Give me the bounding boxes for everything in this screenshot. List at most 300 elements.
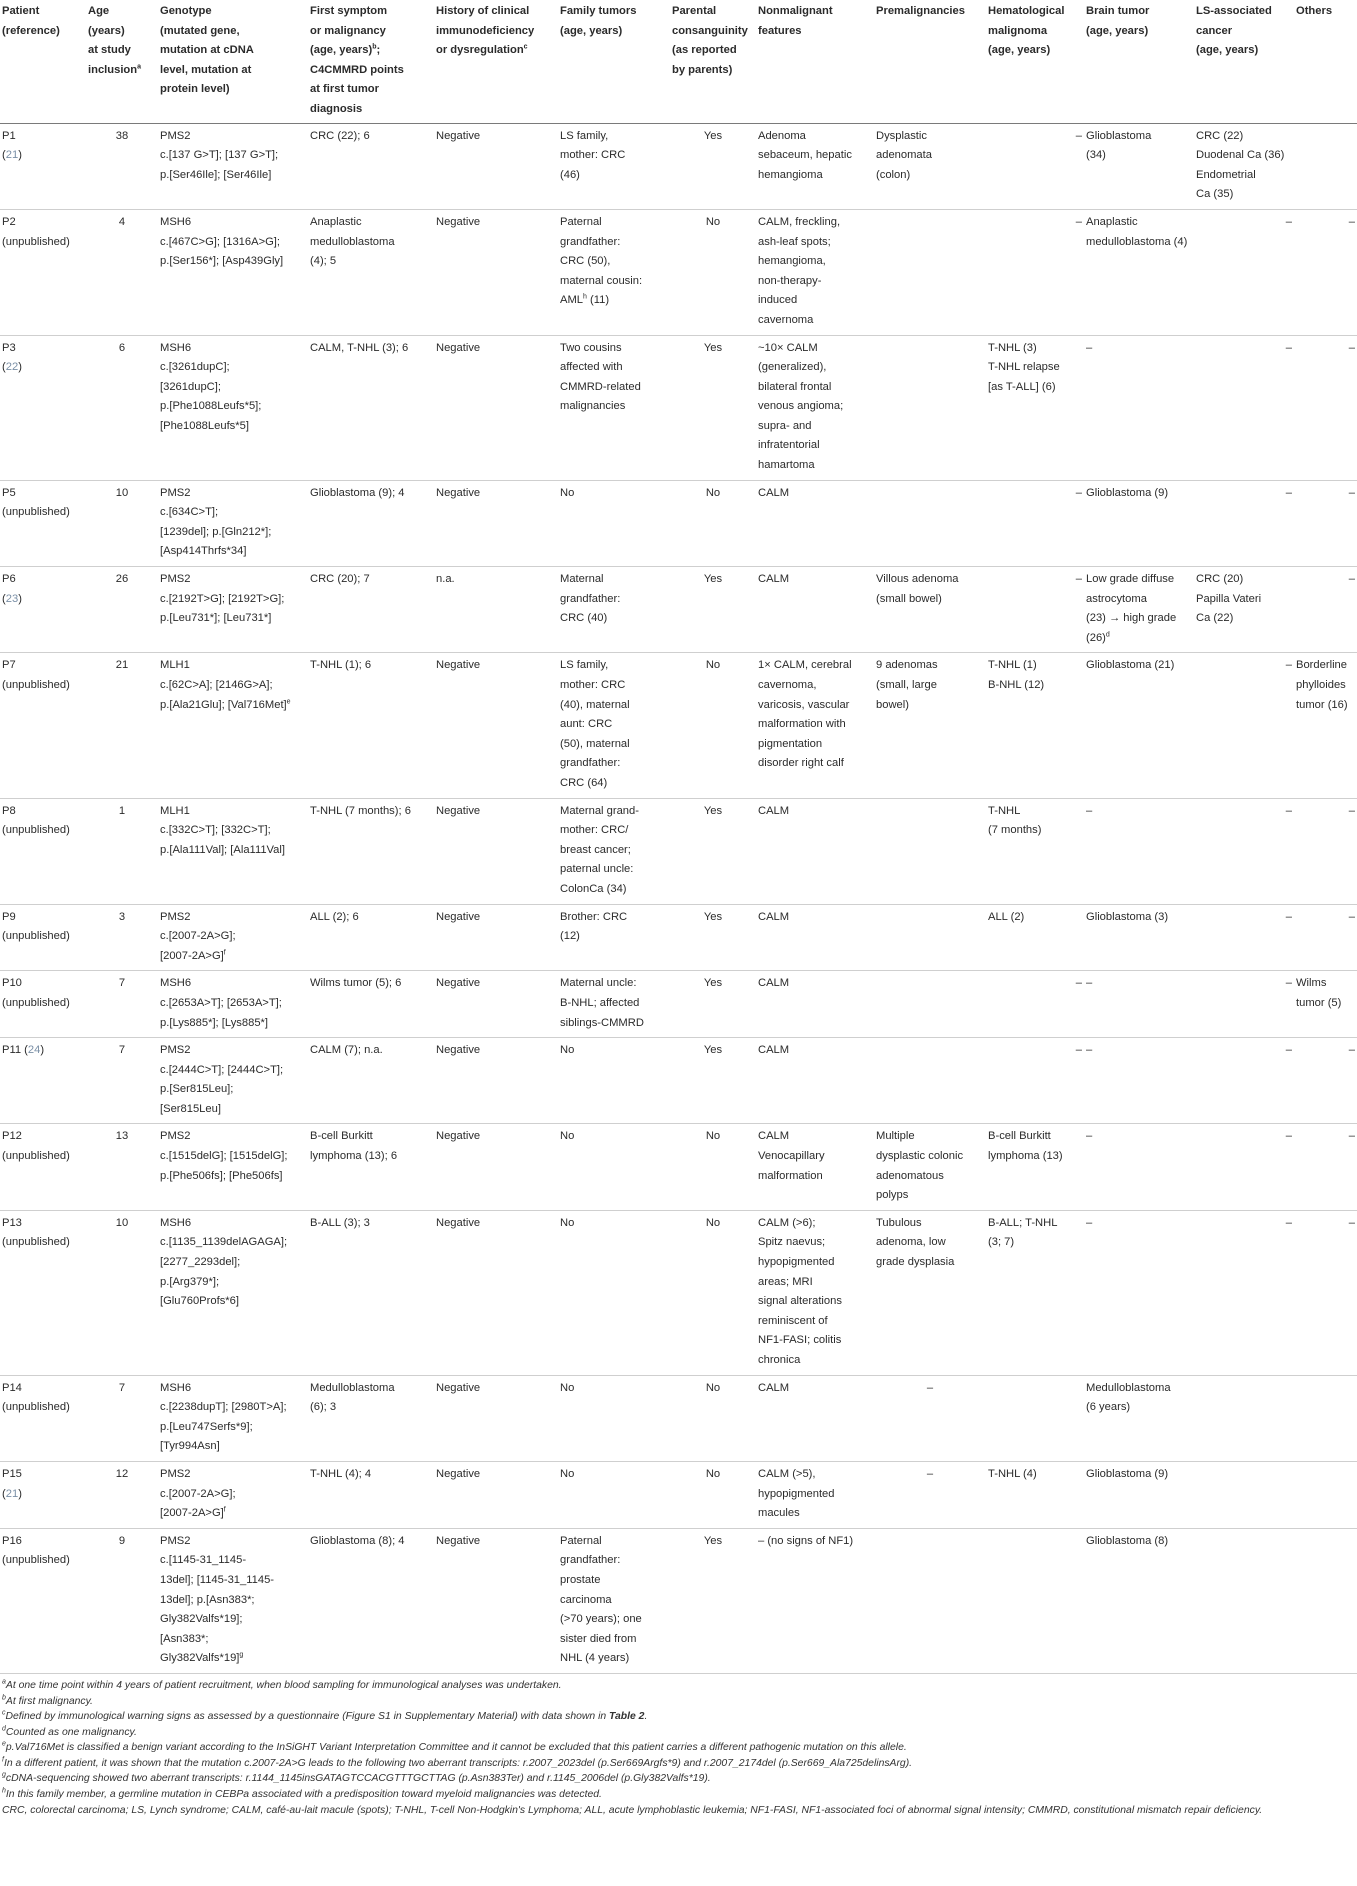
cell-text: Anaplastic medulloblastoma (4) bbox=[1086, 215, 1188, 248]
cell-genotype bbox=[158, 1461, 308, 1528]
footnote bbox=[2, 1740, 1355, 1756]
cell-hema bbox=[986, 1375, 1084, 1461]
cell-hema bbox=[986, 1210, 1084, 1375]
cell-text: Yes bbox=[703, 1534, 723, 1547]
cell-text: P12 bbox=[2, 1130, 22, 1143]
cell-text: CALM bbox=[758, 1381, 790, 1394]
cell-text: Negative bbox=[436, 910, 481, 923]
cell-hema bbox=[986, 209, 1084, 335]
cell-text: – bbox=[926, 1381, 934, 1394]
cell-immuno bbox=[434, 1528, 558, 1673]
cell-text: MSH6 c.[1135_1139delAGAGA]; [2277_2293del]; p.[Arg379*]; [Glu760Profs*6] bbox=[160, 1216, 288, 1308]
cell-text: No bbox=[705, 659, 721, 672]
cell-brain bbox=[1084, 123, 1194, 209]
reference-link[interactable]: 24 bbox=[27, 1044, 41, 1057]
cell-immuno bbox=[434, 1124, 558, 1210]
cell-text: 7 bbox=[118, 1381, 126, 1394]
cell-family bbox=[558, 480, 670, 566]
cell-genotype bbox=[158, 1375, 308, 1461]
cell-ls bbox=[1194, 653, 1294, 798]
cell-first bbox=[308, 1461, 434, 1528]
cell-age bbox=[86, 653, 158, 798]
column-header-text: Nonmalignant features bbox=[758, 5, 833, 37]
cell-brain bbox=[1084, 1528, 1194, 1673]
cell-age bbox=[86, 123, 158, 209]
cell-consang bbox=[670, 1375, 756, 1461]
reference-note: unpublished bbox=[5, 506, 67, 519]
cell-others bbox=[1294, 1528, 1357, 1673]
table-row bbox=[0, 1038, 1357, 1124]
cell-premal bbox=[874, 123, 986, 209]
cell-genotype bbox=[158, 335, 308, 480]
cell-premal bbox=[874, 971, 986, 1038]
cell-premal bbox=[874, 653, 986, 798]
cell-nonmal bbox=[756, 653, 874, 798]
cell-text: Yes bbox=[703, 1044, 723, 1057]
cell-text: T-NHL (1) B-NHL (12) bbox=[988, 659, 1045, 691]
cell-text: B-cell Burkitt lymphoma (13); 6 bbox=[310, 1130, 398, 1163]
cell-text: P13 bbox=[2, 1216, 22, 1229]
cell-consang bbox=[670, 971, 756, 1038]
reference-link[interactable]: 22 bbox=[5, 361, 19, 374]
cell-immuno bbox=[434, 971, 558, 1038]
cell-consang bbox=[670, 1124, 756, 1210]
cell-text: 13 bbox=[115, 1130, 129, 1143]
cell-text: – bbox=[1348, 1044, 1355, 1057]
cell-text: P7 bbox=[2, 659, 16, 672]
cell-immuno bbox=[434, 480, 558, 566]
cell-text: (11) bbox=[586, 294, 610, 307]
cell-text: PMS2 c.[1145-31_1145- 13del]; [1145-31_1145- 13del]; p.[Asn383*; Gly382Valfs*19]; [Asn383*; Gly382Valfs*19] bbox=[160, 1534, 275, 1665]
cell-text: No bbox=[705, 1467, 721, 1480]
cell-brain bbox=[1084, 904, 1194, 971]
cell-first bbox=[308, 653, 434, 798]
cell-text: ~10× CALM (generalized), bilateral frontal venous angioma; supra- and infratentorial hamartoma bbox=[758, 341, 844, 472]
cell-ls bbox=[1194, 1375, 1294, 1461]
cell-text: Negative bbox=[436, 215, 481, 228]
footnote-mark: e bbox=[286, 697, 291, 705]
cell-text: n.a. bbox=[436, 573, 455, 586]
cell-text: – bbox=[1285, 341, 1292, 354]
cell-text: No bbox=[705, 1216, 721, 1229]
cell-family bbox=[558, 209, 670, 335]
cell-others bbox=[1294, 335, 1357, 480]
footnote bbox=[2, 1694, 1355, 1710]
cell-text: Maternal uncle: B-NHL; affected siblings-CMMRD bbox=[560, 977, 644, 1029]
cell-hema bbox=[986, 904, 1084, 971]
cell-text: P9 bbox=[2, 910, 16, 923]
cell-brain bbox=[1084, 1375, 1194, 1461]
table-row bbox=[0, 480, 1357, 566]
cell-text: – bbox=[1285, 1130, 1292, 1143]
cell-text: Negative bbox=[436, 804, 481, 817]
footnote-text: Defined by immunological warning signs as assessed by a questionnaire (Figure S1 in Supplementary Material) with data shown in bbox=[5, 1711, 610, 1723]
cell-family bbox=[558, 653, 670, 798]
cell-age bbox=[86, 904, 158, 971]
cell-premal bbox=[874, 1461, 986, 1528]
column-header-text: Age (years) at study inclusion bbox=[88, 5, 138, 76]
cell-hema bbox=[986, 1038, 1084, 1124]
cell-patient: P8 (unpublished) bbox=[0, 798, 86, 904]
cell-text: CALM, T-NHL (3); 6 bbox=[310, 341, 409, 354]
cell-family bbox=[558, 1124, 670, 1210]
cell-brain bbox=[1084, 971, 1194, 1038]
cell-text: – bbox=[1348, 804, 1355, 817]
cell-text: P15 bbox=[2, 1467, 22, 1480]
reference-note: unpublished bbox=[5, 679, 67, 691]
cell-text: 10 bbox=[115, 486, 129, 499]
footnote-mark: b bbox=[2, 1694, 6, 1702]
cell-genotype bbox=[158, 1038, 308, 1124]
table-link[interactable]: Table 2 bbox=[609, 1711, 645, 1723]
cell-genotype bbox=[158, 904, 308, 971]
cell-text: Brother: CRC (12) bbox=[560, 910, 628, 943]
reference-link[interactable]: 21 bbox=[5, 149, 19, 162]
cell-text: P2 bbox=[2, 215, 16, 228]
cell-brain bbox=[1084, 1124, 1194, 1210]
cell-premal bbox=[874, 567, 986, 653]
cell-text: 9 adenomas (small, large bowel) bbox=[876, 659, 938, 711]
column-header-text: Parental consanguinity (as reported by parents) bbox=[672, 5, 748, 76]
footnote-text: In this family member, a germline mutation in CEBPa associated with a predisposition toward myeloid malignancies was detected. bbox=[5, 1789, 602, 1801]
cell-others bbox=[1294, 1210, 1357, 1375]
cell-consang bbox=[670, 1461, 756, 1528]
cell-genotype bbox=[158, 1528, 308, 1673]
cell-immuno bbox=[434, 335, 558, 480]
reference-link[interactable]: 23 bbox=[5, 592, 19, 605]
cell-ls bbox=[1194, 1038, 1294, 1124]
cell-nonmal bbox=[756, 1124, 874, 1210]
cell-patient: P6 (23) bbox=[0, 567, 86, 653]
cell-family bbox=[558, 1461, 670, 1528]
footnote-text: At one time point within 4 years of patient recruitment, when blood sampling for immunological analyses was undertaken. bbox=[5, 1679, 562, 1691]
cell-premal bbox=[874, 1038, 986, 1124]
cell-text: 4 bbox=[118, 215, 126, 228]
cell-brain bbox=[1084, 209, 1194, 335]
cell-text: CALM bbox=[758, 1044, 790, 1057]
column-header-text: History of clinical immunodeficiency or dysregulation bbox=[436, 5, 535, 57]
cell-patient: P3 (22) bbox=[0, 335, 86, 480]
cell-age bbox=[86, 798, 158, 904]
cell-text: CALM bbox=[758, 977, 790, 990]
cell-text: Yes bbox=[703, 341, 723, 354]
cell-nonmal bbox=[756, 1461, 874, 1528]
cell-patient: P5 (unpublished) bbox=[0, 480, 86, 566]
cell-patient: P12 (unpublished) bbox=[0, 1124, 86, 1210]
cell-others bbox=[1294, 1038, 1357, 1124]
reference-note: unpublished bbox=[5, 1236, 67, 1249]
cell-text: – bbox=[1075, 129, 1082, 142]
cell-consang bbox=[670, 904, 756, 971]
cell-text: P6 bbox=[2, 573, 16, 586]
cell-ls bbox=[1194, 1124, 1294, 1210]
cell-text: Glioblastoma (21) bbox=[1086, 659, 1175, 672]
cell-text: PMS2 c.[137 G>T]; [137 G>T]; p.[Ser46Ile]; [Ser46Ile] bbox=[160, 129, 279, 181]
cell-text: 3 bbox=[118, 910, 126, 923]
cell-consang bbox=[670, 567, 756, 653]
column-header-text: First symptom or malignancy (age, years) bbox=[310, 5, 388, 57]
cell-text: CRC (22) Duodenal Ca (36) Endometrial Ca (35) bbox=[1196, 129, 1285, 201]
cell-ls bbox=[1194, 335, 1294, 480]
column-header-text: Hematological malignoma (age, years) bbox=[988, 5, 1065, 57]
cell-nonmal bbox=[756, 209, 874, 335]
cell-text: MLH1 c.[332C>T]; [332C>T]; p.[Ala111Val]; [Ala111Val] bbox=[160, 804, 286, 856]
column-header bbox=[874, 0, 986, 123]
cell-text: – bbox=[1075, 1044, 1082, 1057]
table-row bbox=[0, 1528, 1357, 1673]
footnote-text: . bbox=[644, 1711, 648, 1723]
cell-ls bbox=[1194, 123, 1294, 209]
cell-text: 1× CALM, cerebral cavernoma, varicosis, vascular malformation with pigmentation disorder right calf bbox=[758, 659, 852, 770]
cell-text: P16 bbox=[2, 1534, 22, 1547]
cell-family bbox=[558, 798, 670, 904]
column-header-text: Family tumors (age, years) bbox=[560, 5, 637, 37]
cell-immuno bbox=[434, 123, 558, 209]
cell-consang bbox=[670, 1210, 756, 1375]
cell-age bbox=[86, 567, 158, 653]
cell-text: Negative bbox=[436, 1381, 481, 1394]
cell-hema bbox=[986, 1124, 1084, 1210]
cell-premal bbox=[874, 209, 986, 335]
cell-text: 12 bbox=[115, 1467, 129, 1480]
cell-nonmal bbox=[756, 1528, 874, 1673]
cell-text: – bbox=[1075, 573, 1082, 586]
column-header bbox=[558, 0, 670, 123]
cell-text: CRC (22); 6 bbox=[310, 129, 370, 142]
cell-brain bbox=[1084, 653, 1194, 798]
cell-family bbox=[558, 123, 670, 209]
cell-immuno bbox=[434, 1375, 558, 1461]
cell-text: No bbox=[560, 1044, 575, 1057]
cell-text: Yes bbox=[703, 129, 723, 142]
cell-hema bbox=[986, 1528, 1084, 1673]
table-footnotes bbox=[0, 1674, 1357, 1818]
cell-premal bbox=[874, 1375, 986, 1461]
cell-age bbox=[86, 1528, 158, 1673]
cell-hema bbox=[986, 798, 1084, 904]
cell-text: CALM (7); n.a. bbox=[310, 1044, 383, 1057]
cell-genotype bbox=[158, 567, 308, 653]
cell-first bbox=[308, 209, 434, 335]
cell-text: – bbox=[1086, 1216, 1093, 1229]
cell-age bbox=[86, 209, 158, 335]
cell-text: 38 bbox=[115, 129, 129, 142]
cell-text: – bbox=[1348, 910, 1355, 923]
cell-brain bbox=[1084, 1210, 1194, 1375]
abbreviations bbox=[2, 1803, 1355, 1819]
footnote-text: p.Val716Met is classified a benign variant according to the InSiGHT Variant Interpretation Committee and it cannot be excluded that this patient carries a different pathogenic mutation on this allele. bbox=[5, 1742, 907, 1754]
cell-text: P5 bbox=[2, 486, 16, 499]
cell-text: Villous adenoma (small bowel) bbox=[876, 573, 959, 605]
cell-immuno bbox=[434, 904, 558, 971]
cell-text: Glioblastoma (8) bbox=[1086, 1534, 1169, 1547]
cell-text: 10 bbox=[115, 1216, 129, 1229]
cell-text: – bbox=[1348, 486, 1355, 499]
cell-text: Medulloblastoma (6); 3 bbox=[310, 1381, 395, 1414]
cell-genotype bbox=[158, 209, 308, 335]
cell-first bbox=[308, 971, 434, 1038]
cell-nonmal bbox=[756, 1038, 874, 1124]
table-row bbox=[0, 567, 1357, 653]
cell-text: Low grade diffuse astrocytoma (23) → high grade (26) bbox=[1086, 573, 1177, 644]
cell-text: No bbox=[560, 1130, 575, 1143]
cell-text: CALM (>6); Spitz naevus; hypopigmented areas; MRI signal alterations reminiscent of NF1-FASI; colitis chronica bbox=[758, 1216, 842, 1366]
cell-immuno bbox=[434, 798, 558, 904]
cell-premal bbox=[874, 1124, 986, 1210]
cell-patient: P2 (unpublished) bbox=[0, 209, 86, 335]
cell-text: Wilms tumor (5); 6 bbox=[310, 977, 402, 990]
cell-text: – bbox=[1285, 910, 1292, 923]
cell-text: – bbox=[1086, 341, 1093, 354]
cell-ls bbox=[1194, 567, 1294, 653]
column-header bbox=[756, 0, 874, 123]
header-row bbox=[0, 0, 1357, 123]
cell-text: Yes bbox=[703, 804, 723, 817]
footnote bbox=[2, 1709, 1355, 1725]
cell-text: Yes bbox=[703, 910, 723, 923]
cell-text: MSH6 c.[2238dupT]; [2980T>A]; p.[Leu747Serfs*9]; [Tyr994Asn] bbox=[160, 1381, 287, 1453]
cell-text: Glioblastoma (9) bbox=[1086, 486, 1169, 499]
cell-age bbox=[86, 1375, 158, 1461]
cell-premal bbox=[874, 1210, 986, 1375]
cell-ls bbox=[1194, 1461, 1294, 1528]
footnote-mark: d bbox=[2, 1725, 6, 1733]
cell-text: LS family, mother: CRC (40), maternal aunt: CRC (50), maternal grandfather: CRC (64) bbox=[560, 659, 630, 789]
cell-age bbox=[86, 971, 158, 1038]
cell-text: 26 bbox=[115, 573, 129, 586]
cell-text: T-NHL (1); 6 bbox=[310, 659, 372, 672]
reference-note: unpublished bbox=[5, 1554, 67, 1567]
cell-nonmal bbox=[756, 1375, 874, 1461]
cell-text: No bbox=[705, 215, 721, 228]
column-header-text: Patient (reference) bbox=[2, 5, 60, 37]
cell-text: No bbox=[560, 1467, 575, 1480]
table-row bbox=[0, 798, 1357, 904]
column-header bbox=[1294, 0, 1357, 123]
cell-text: Anaplastic medulloblastoma (4); 5 bbox=[310, 215, 395, 268]
cell-others bbox=[1294, 798, 1357, 904]
cell-text: 6 bbox=[118, 341, 126, 354]
cell-text: No bbox=[560, 486, 575, 499]
cell-text: 7 bbox=[118, 1044, 126, 1057]
cell-text: Glioblastoma (34) bbox=[1086, 129, 1152, 162]
cell-others bbox=[1294, 1124, 1357, 1210]
reference-note: unpublished bbox=[5, 1401, 67, 1414]
cell-first bbox=[308, 904, 434, 971]
table-row bbox=[0, 1124, 1357, 1210]
cell-text: Medulloblastoma (6 years) bbox=[1086, 1381, 1171, 1414]
footnote-mark: f bbox=[2, 1756, 4, 1764]
cell-brain bbox=[1084, 1461, 1194, 1528]
cell-text: PMS2 c.[2444C>T]; [2444C>T]; p.[Ser815Leu]; [Ser815Leu] bbox=[160, 1044, 284, 1115]
cell-text: Maternal grand- mother: CRC/ breast cancer; paternal uncle: ColonCa (34) bbox=[560, 804, 639, 895]
footnote-text: cDNA-sequencing showed two aberrant transcripts: r.1144_1145insGATAGTCCACGTTTGCTTAG (p.Asn383Ter) and r.1145_2006del (p.Gly382Valfs*19). bbox=[5, 1773, 711, 1785]
cell-text: CRC (20) Papilla Vateri Ca (22) bbox=[1196, 573, 1262, 625]
table-row bbox=[0, 1210, 1357, 1375]
cell-brain bbox=[1084, 480, 1194, 566]
footnote-mark: c bbox=[523, 43, 528, 51]
cell-text: MSH6 c.[467C>G]; [1316A>G]; p.[Ser156*]; [Asp439Gly] bbox=[160, 215, 284, 268]
cell-text: ALL (2); 6 bbox=[310, 910, 359, 923]
cell-text: – bbox=[1348, 573, 1355, 586]
footnote bbox=[2, 1771, 1355, 1787]
footnote-mark: g bbox=[239, 1651, 244, 1659]
cell-patient: P11 (24) bbox=[0, 1038, 86, 1124]
footnote-mark: h bbox=[2, 1787, 6, 1795]
cell-text: No bbox=[560, 1216, 575, 1229]
cell-premal bbox=[874, 904, 986, 971]
cell-text: – bbox=[1086, 1130, 1093, 1143]
cell-text: Glioblastoma (3) bbox=[1086, 910, 1169, 923]
abbreviations-text: CRC, colorectal carcinoma; LS, Lynch syndrome; CALM, café-au-lait macule (spots); T-NHL, T-cell Non-Hodgkin's Lymphoma; ALL, acute lymphoblastic leukemia; NF1-FASI, NF1-associated foci of abnormal signal intensity; CMMRD, constitutional mismatch repair deficiency. bbox=[2, 1804, 1263, 1816]
reference-note: unpublished bbox=[5, 235, 67, 248]
footnote bbox=[2, 1725, 1355, 1741]
table-row bbox=[0, 123, 1357, 209]
cell-text: CALM bbox=[758, 486, 790, 499]
cell-text: PMS2 c.[1515delG]; [1515delG]; p.[Phe506fs]; [Phe506fs] bbox=[160, 1130, 288, 1182]
table-row bbox=[0, 1461, 1357, 1528]
cell-text: Wilms tumor (5) bbox=[1296, 977, 1342, 1009]
cell-text: – bbox=[1086, 977, 1093, 990]
cell-genotype bbox=[158, 123, 308, 209]
cell-consang bbox=[670, 1528, 756, 1673]
cell-patient: P14 (unpublished) bbox=[0, 1375, 86, 1461]
cell-hema bbox=[986, 567, 1084, 653]
cell-genotype bbox=[158, 971, 308, 1038]
cell-text: Tubulous adenoma, low grade dysplasia bbox=[876, 1216, 955, 1269]
cell-text: No bbox=[705, 486, 721, 499]
cell-text: ALL (2) bbox=[988, 910, 1025, 923]
cell-text: Negative bbox=[436, 1130, 481, 1143]
cell-text: Glioblastoma (9) bbox=[1086, 1467, 1169, 1480]
cell-ls bbox=[1194, 1528, 1294, 1673]
cell-first bbox=[308, 480, 434, 566]
cell-text: – bbox=[1285, 1044, 1292, 1057]
cell-text: – bbox=[1348, 1130, 1355, 1143]
cell-immuno bbox=[434, 653, 558, 798]
cell-family bbox=[558, 1210, 670, 1375]
cell-others bbox=[1294, 1375, 1357, 1461]
cell-consang bbox=[670, 798, 756, 904]
cell-nonmal bbox=[756, 798, 874, 904]
column-header-text: Others bbox=[1296, 5, 1333, 17]
cell-genotype bbox=[158, 480, 308, 566]
cell-text: – bbox=[1285, 977, 1292, 990]
cell-immuno bbox=[434, 1038, 558, 1124]
cell-text: Borderline phylloides tumor (16) bbox=[1296, 659, 1348, 711]
cell-immuno bbox=[434, 1210, 558, 1375]
cell-ls bbox=[1194, 904, 1294, 971]
table-row bbox=[0, 653, 1357, 798]
cell-text: – bbox=[1075, 486, 1082, 499]
cell-text: 1 bbox=[118, 804, 126, 817]
cell-text: Dysplastic adenomata (colon) bbox=[876, 129, 932, 181]
reference-link[interactable]: 21 bbox=[5, 1487, 19, 1500]
cell-nonmal bbox=[756, 904, 874, 971]
cell-premal bbox=[874, 480, 986, 566]
cell-text: Negative bbox=[436, 129, 481, 142]
cell-text: – bbox=[1285, 659, 1292, 672]
cell-family bbox=[558, 335, 670, 480]
cell-text: LS family, mother: CRC (46) bbox=[560, 129, 626, 181]
cell-consang bbox=[670, 480, 756, 566]
cell-ls bbox=[1194, 209, 1294, 335]
cell-text: – (no signs of NF1) bbox=[758, 1534, 854, 1547]
footnote-mark: a bbox=[2, 1678, 6, 1686]
cell-text: CALM bbox=[758, 910, 790, 923]
cell-family bbox=[558, 971, 670, 1038]
cell-text: CRC (20); 7 bbox=[310, 573, 370, 586]
